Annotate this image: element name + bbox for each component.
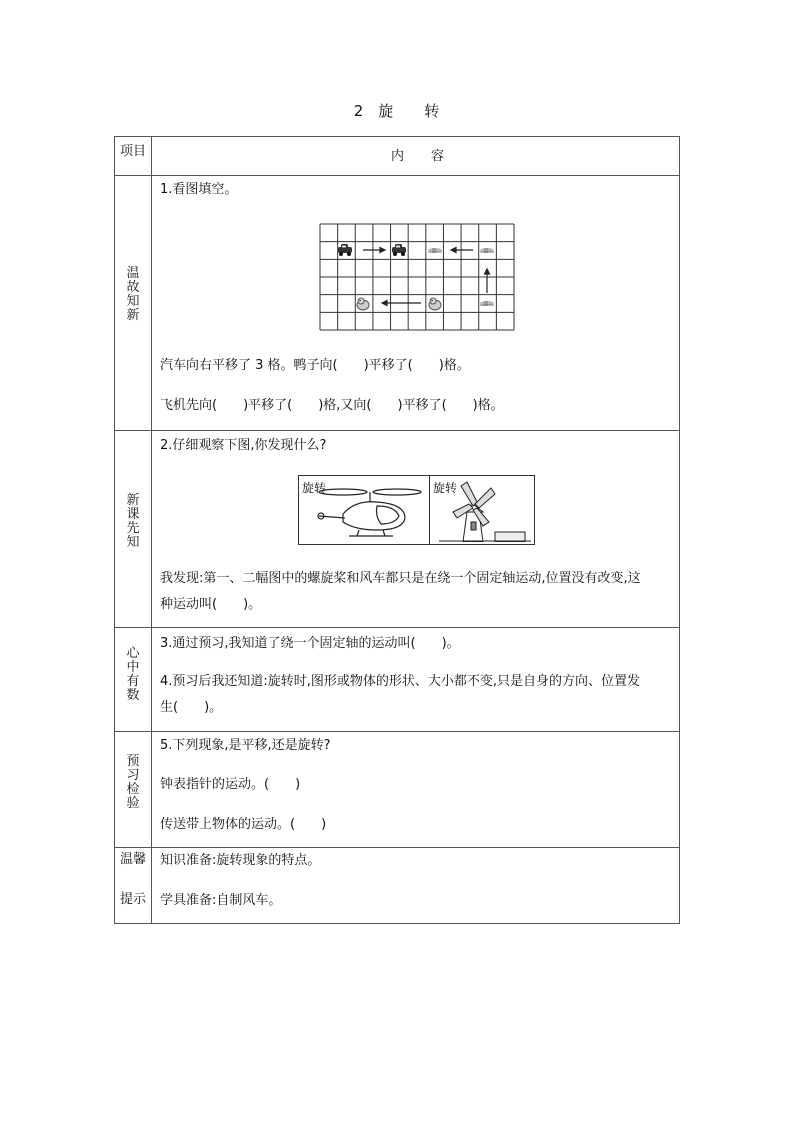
arrow-up [485, 269, 490, 293]
plane-icon [480, 301, 494, 306]
row-divider [115, 175, 679, 176]
question-1: 1.看图填空。 [160, 182, 238, 197]
title-char-1: 旋 [378, 102, 395, 120]
review-label [115, 267, 151, 323]
label-char: 新 [126, 308, 140, 323]
question-3: 3.通过预习,我知道了绕一个固定轴的运动叫( )。 [160, 636, 460, 651]
header-content-b: 容 [431, 149, 445, 164]
duck-icon [357, 298, 369, 310]
question-4-line-1: 4.预习后我还知道:旋转时,图形或物体的形状、大小都不变,只是自身的方向、位置发 [160, 674, 641, 689]
helicopter-icon [315, 484, 425, 542]
label-char: 数 [126, 688, 140, 703]
lesson-table [114, 136, 680, 924]
new-lesson-label [115, 494, 151, 550]
car-icon [338, 244, 352, 256]
plane-icon [428, 248, 442, 253]
arrow-left [451, 248, 473, 253]
title-number: 2 [353, 102, 365, 120]
panel-left-label: 旋转 [302, 481, 327, 495]
mind-label [115, 647, 151, 703]
review-line-1: 汽车向右平移了 3 格。鸭子向( )平移了( )格。 [160, 358, 470, 373]
tips-label-bottom: 提示 [119, 892, 146, 907]
row-divider [115, 847, 679, 848]
plane-icon [480, 248, 494, 253]
question-2: 2.仔细观察下图,你发现什么? [160, 438, 327, 453]
review-line-2: 飞机先向( )平移了( )格,又向( )平移了( )格。 [160, 398, 504, 413]
header-content-a: 内 [391, 149, 405, 164]
label-char: 知 [126, 535, 140, 550]
arrow-left [382, 301, 421, 306]
column-divider [151, 137, 152, 923]
duck-icon [429, 298, 441, 310]
header-item: 项目 [119, 144, 146, 159]
tips-label-top: 温馨 [119, 852, 146, 867]
label-char: 课 [126, 507, 140, 522]
label-char: 中 [126, 660, 140, 675]
panel-right-label: 旋转 [433, 481, 458, 495]
translation-grid [319, 223, 515, 331]
label-char: 习 [126, 768, 140, 783]
tips-knowledge: 知识准备:旋转现象的特点。 [160, 853, 321, 868]
arrow-right [363, 248, 385, 253]
label-char: 有 [126, 674, 140, 689]
label-char: 新 [126, 493, 140, 508]
rotation-figure [298, 475, 535, 545]
row-divider [115, 731, 679, 732]
label-char: 先 [126, 521, 140, 536]
row-divider [115, 627, 679, 628]
label-char: 心 [126, 646, 140, 661]
label-char: 验 [126, 796, 140, 811]
check-label [115, 755, 151, 811]
label-char: 预 [126, 754, 140, 769]
page-title [0, 100, 794, 121]
question-4-line-2: 生( )。 [160, 700, 223, 715]
check-item-1: 钟表指针的运动。( ) [160, 777, 301, 792]
question-5: 5.下列现象,是平移,还是旋转? [160, 738, 331, 753]
label-char: 检 [126, 782, 140, 797]
discovery-line-2: 种运动叫( )。 [160, 597, 262, 612]
figure-divider [429, 476, 430, 544]
tips-tools: 学具准备:自制风车。 [160, 893, 282, 908]
car-icon [392, 244, 406, 256]
label-char: 故 [126, 280, 140, 295]
row-divider [115, 430, 679, 431]
label-char: 知 [126, 294, 140, 309]
windmill-icon [439, 478, 531, 542]
label-char: 温 [126, 266, 140, 281]
title-char-2: 转 [424, 102, 441, 120]
discovery-line-1: 我发现:第一、二幅图中的螺旋桨和风车都只是在绕一个固定轴运动,位置没有改变,这 [160, 571, 641, 586]
check-item-2: 传送带上物体的运动。( ) [160, 817, 327, 832]
